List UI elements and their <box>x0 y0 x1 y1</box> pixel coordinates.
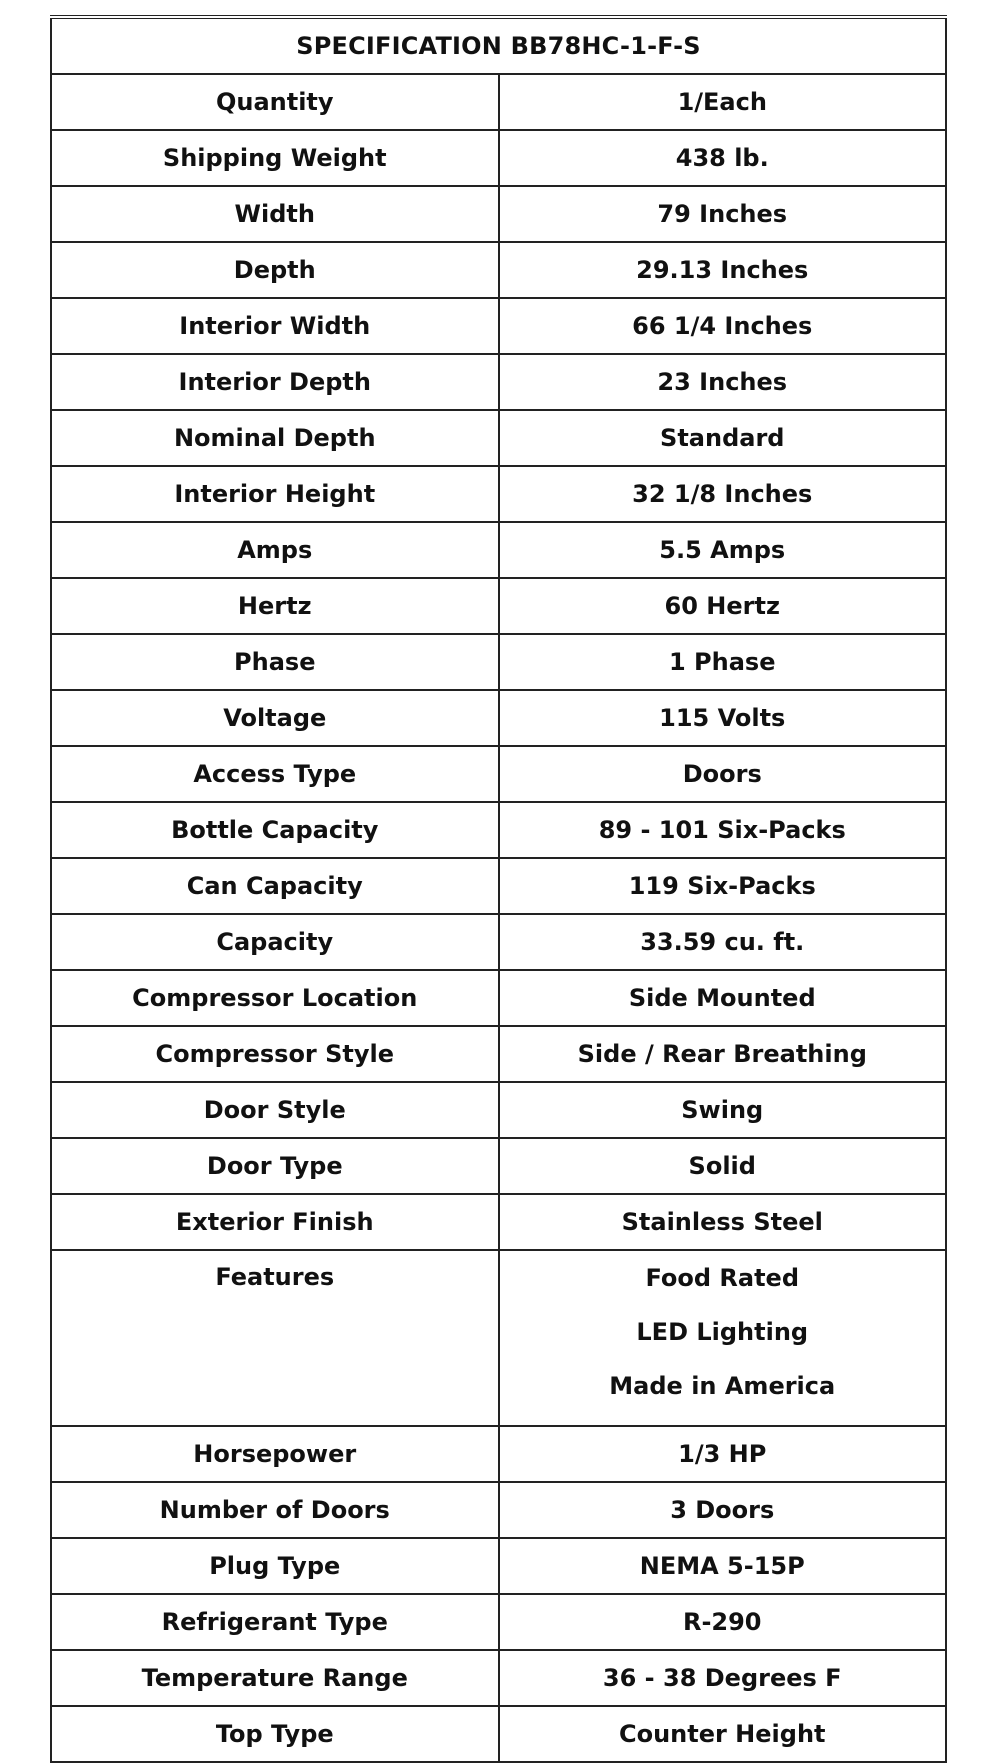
spec-label: Width <box>51 186 499 242</box>
spec-value: Doors <box>499 746 947 802</box>
spec-value: 29.13 Inches <box>499 242 947 298</box>
spec-label: Number of Doors <box>51 1482 499 1538</box>
spec-value: NEMA 5-15P <box>499 1538 947 1594</box>
spec-label: Can Capacity <box>51 858 499 914</box>
spec-value: 5.5 Amps <box>499 522 947 578</box>
spec-value: 1 Phase <box>499 634 947 690</box>
spec-row-plug-type <box>51 1538 946 1594</box>
spec-row-interior-height <box>51 466 946 522</box>
spec-value: Standard <box>499 410 947 466</box>
spec-label: Shipping Weight <box>51 130 499 186</box>
spec-value: 1/Each <box>499 74 947 130</box>
features-values <box>499 1250 947 1426</box>
spec-value: 66 1/4 Inches <box>499 298 947 354</box>
spec-value: 438 lb. <box>499 130 947 186</box>
spec-row-door-type <box>51 1138 946 1194</box>
spec-value: Side / Rear Breathing <box>499 1026 947 1082</box>
feature-item: LED Lighting <box>636 1318 809 1346</box>
spec-row-exterior-finish <box>51 1194 946 1250</box>
spec-row-phase <box>51 634 946 690</box>
spec-label: Phase <box>51 634 499 690</box>
spec-label: Compressor Location <box>51 970 499 1026</box>
spec-value: Stainless Steel <box>499 1194 947 1250</box>
spec-value: 79 Inches <box>499 186 947 242</box>
spec-value: 23 Inches <box>499 354 947 410</box>
spec-value: Counter Height <box>499 1706 947 1762</box>
spec-label: Interior Width <box>51 298 499 354</box>
feature-item: Food Rated <box>645 1264 800 1292</box>
spec-value: 36 - 38 Degrees F <box>499 1650 947 1706</box>
spec-label: Quantity <box>51 74 499 130</box>
spec-value: 32 1/8 Inches <box>499 466 947 522</box>
spec-row-access-type <box>51 746 946 802</box>
spec-row-features <box>51 1250 946 1426</box>
spec-label: Voltage <box>51 690 499 746</box>
spec-row-temperature-range <box>51 1650 946 1706</box>
spec-row-nominal-depth <box>51 410 946 466</box>
spec-label: Temperature Range <box>51 1650 499 1706</box>
spec-label: Plug Type <box>51 1538 499 1594</box>
spec-row-bottle-capacity <box>51 802 946 858</box>
spec-row-voltage <box>51 690 946 746</box>
spec-label: Hertz <box>51 578 499 634</box>
spec-row-depth <box>51 242 946 298</box>
spec-row-can-capacity <box>51 858 946 914</box>
spec-row-hertz <box>51 578 946 634</box>
spec-value: 115 Volts <box>499 690 947 746</box>
specification-table <box>50 15 947 1763</box>
spec-value: Swing <box>499 1082 947 1138</box>
spec-value: Side Mounted <box>499 970 947 1026</box>
spec-row-compressor-location <box>51 970 946 1026</box>
spec-value: Solid <box>499 1138 947 1194</box>
spec-row-width <box>51 186 946 242</box>
spec-label: Door Style <box>51 1082 499 1138</box>
spec-value: 1/3 HP <box>499 1426 947 1482</box>
spec-row-horsepower <box>51 1426 946 1482</box>
spec-label: Amps <box>51 522 499 578</box>
spec-value: 3 Doors <box>499 1482 947 1538</box>
spec-label: Access Type <box>51 746 499 802</box>
spec-label: Capacity <box>51 914 499 970</box>
spec-value: 33.59 cu. ft. <box>499 914 947 970</box>
spec-label: Features <box>51 1250 499 1426</box>
spec-row-top-type <box>51 1706 946 1762</box>
spec-row-number-of-doors <box>51 1482 946 1538</box>
spec-row-quantity <box>51 74 946 130</box>
spec-value: 89 - 101 Six-Packs <box>499 802 947 858</box>
spec-row-amps <box>51 522 946 578</box>
spec-row-capacity <box>51 914 946 970</box>
title-row <box>51 17 946 74</box>
spec-label: Interior Depth <box>51 354 499 410</box>
spec-label: Bottle Capacity <box>51 802 499 858</box>
feature-item: Made in America <box>609 1372 836 1400</box>
spec-label: Door Type <box>51 1138 499 1194</box>
spec-label: Nominal Depth <box>51 410 499 466</box>
spec-row-interior-width <box>51 298 946 354</box>
spec-label: Top Type <box>51 1706 499 1762</box>
spec-label: Interior Height <box>51 466 499 522</box>
spec-value: 119 Six-Packs <box>499 858 947 914</box>
spec-label: Refrigerant Type <box>51 1594 499 1650</box>
spec-label: Depth <box>51 242 499 298</box>
spec-row-interior-depth <box>51 354 946 410</box>
spec-label: Exterior Finish <box>51 1194 499 1250</box>
spec-row-compressor-style <box>51 1026 946 1082</box>
spec-value: 60 Hertz <box>499 578 947 634</box>
spec-label: Compressor Style <box>51 1026 499 1082</box>
specification-table-body <box>51 17 946 1762</box>
spec-row-refrigerant-type <box>51 1594 946 1650</box>
spec-value: R-290 <box>499 1594 947 1650</box>
specification-title: SPECIFICATION BB78HC-1-F-S <box>51 17 946 74</box>
spec-row-door-style <box>51 1082 946 1138</box>
spec-label: Horsepower <box>51 1426 499 1482</box>
spec-row-shipping-weight <box>51 130 946 186</box>
